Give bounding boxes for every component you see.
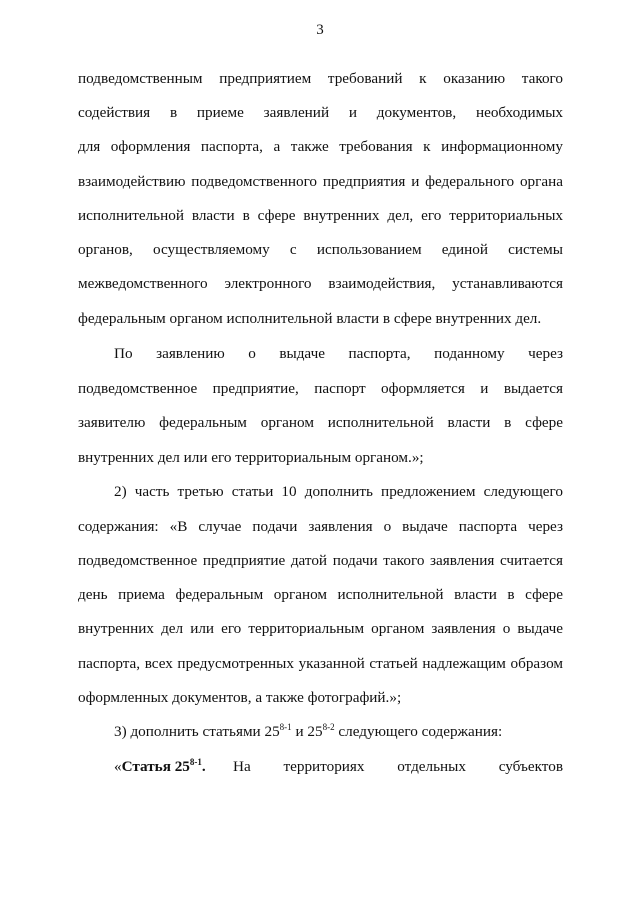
text-line: органов, осуществляемому с использованием единой системы [78, 241, 563, 258]
article-word: субъектов [498, 758, 563, 775]
article-word: территориях [283, 758, 365, 775]
quote-mark: « [114, 758, 122, 775]
article-word: отдельных [397, 758, 466, 775]
superscript: 8-1 [279, 722, 292, 732]
text-line: внутренних дел или его территориальным органом заявления о выдаче [78, 620, 563, 637]
page-number: 3 [316, 22, 324, 38]
text-line: исполнительной власти в сфере внутренних дел, его территориальных [78, 207, 563, 224]
item-3-text: 3) дополнить статьями 25 [114, 723, 280, 740]
item-3-line [114, 723, 563, 741]
article-title-superscript: 8-1 [189, 757, 202, 767]
superscript: 8-2 [322, 722, 335, 732]
text-line: день приема федеральным органом исполнительной власти в сфере [78, 586, 563, 603]
text-line: для оформления паспорта, а также требования к информационному [78, 138, 563, 155]
text-line: 2) часть третью статьи 10 дополнить предложением следующего [114, 483, 563, 500]
article-word: На [233, 758, 251, 775]
article-text [233, 758, 563, 776]
text-line: содержания: «В случае подачи заявления о выдаче паспорта через [78, 518, 563, 535]
text-line: подведомственное предприятие, паспорт оформляется и выдается [78, 380, 563, 397]
text-line: По заявлению о выдаче паспорта, поданному через [114, 345, 563, 362]
article-title [114, 758, 206, 776]
text-line: межведомственного электронного взаимодействия, устанавливаются [78, 275, 563, 292]
article-title-dot: . [201, 758, 206, 775]
text-line: оформленных документов, а также фотографий.»; [78, 689, 402, 706]
item-3-text: и 25 [291, 723, 323, 740]
item-3-text: следующего содержания: [334, 723, 503, 740]
text-line: паспорта, всех предусмотренных указанной статьей надлежащим образом [78, 655, 563, 672]
text-line: подведомственное предприятие датой подачи такого заявления считается [78, 552, 563, 569]
article-heading-line [114, 758, 563, 776]
text-line: подведомственным предприятием требований к оказанию такого [78, 70, 563, 87]
text-line: взаимодействию подведомственного предприятия и федерального органа [78, 173, 563, 190]
article-title-text: Статья 25 [121, 758, 190, 775]
text-line: содействия в приеме заявлений и документов, необходимых [78, 104, 563, 121]
text-line: заявителю федеральным органом исполнительной власти в сфере [78, 414, 563, 431]
text-line: внутренних дел или его территориальным органом.»; [78, 449, 424, 466]
text-line: федеральным органом исполнительной власти в сфере внутренних дел. [78, 310, 542, 327]
